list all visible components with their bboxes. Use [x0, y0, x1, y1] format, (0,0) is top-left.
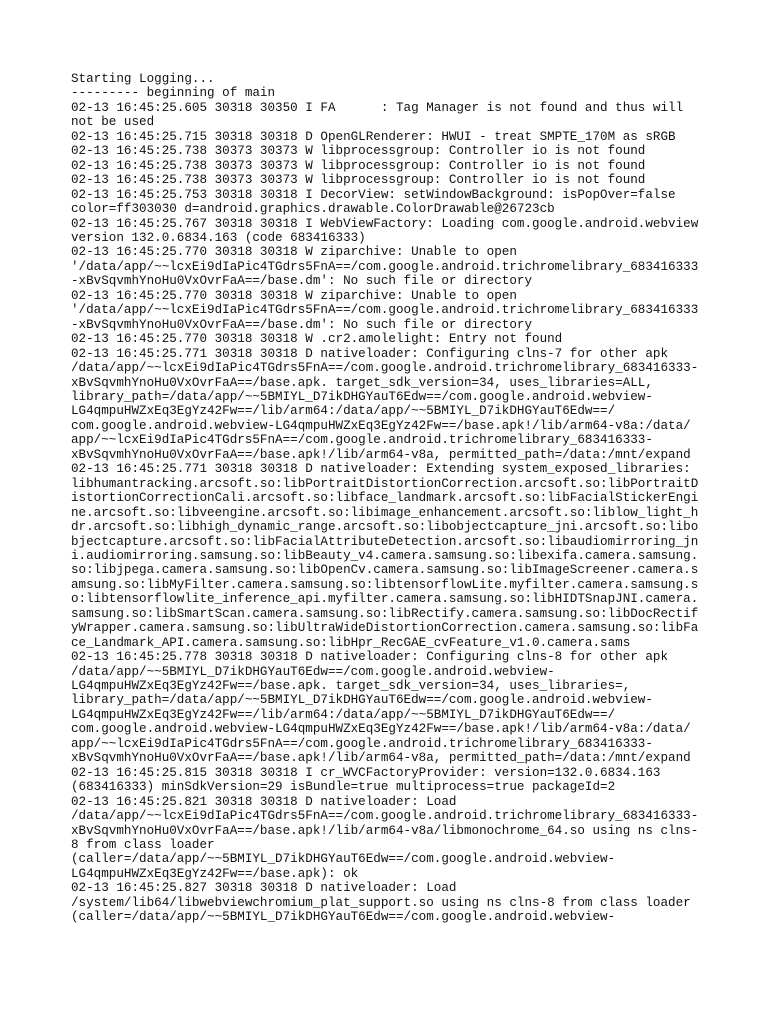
log-line: app/~~lcxEi9dIaPic4TGdrs5FnA==/com.google.android.trichromelibrary_683416333- [71, 736, 653, 751]
log-line: xBvSqvmhYnoHu0VxOvrFaA==/base.apk!/lib/arm64-v8a/libmonochrome_64.so using ns clns- [71, 823, 699, 838]
log-line: --------- beginning of main [71, 86, 276, 101]
log-line: 02-13 16:45:25.738 30373 30373 W libprocessgroup: Controller io is not found [71, 158, 646, 173]
log-line: 02-13 16:45:25.738 30373 30373 W libprocessgroup: Controller io is not found [71, 144, 646, 159]
log-line: xBvSqvmhYnoHu0VxOvrFaA==/base.apk!/lib/arm64-v8a, permitted_path=/data:/mnt/expand [71, 447, 691, 462]
log-line: 02-13 16:45:25.767 30318 30318 I WebViewFactory: Loading com.google.android.webview [71, 216, 699, 231]
log-line: app/~~lcxEi9dIaPic4TGdrs5FnA==/com.google.android.trichromelibrary_683416333- [71, 433, 653, 448]
log-line: yWrapper.camera.samsung.so:libUltraWideDistortionCorrection.camera.samsung.so:libFa [71, 621, 699, 636]
log-line: (caller=/data/app/~~5BMIYL_D7ikDHGYauT6Edw==/com.google.android.webview- [71, 910, 616, 925]
log-line: 02-13 16:45:25.715 30318 30318 D OpenGLRenderer: HWUI - treat SMPTE_170M as sRGB [71, 129, 676, 144]
log-line: 02-13 16:45:25.770 30318 30318 W ziparchive: Unable to open [71, 288, 517, 303]
log-line: LG4qmpuHWZxEq3EgYz42Fw==/base.apk. target_sdk_version=34, uses_libraries=, [71, 679, 631, 694]
log-line: 02-13 16:45:25.770 30318 30318 W ziparchive: Unable to open [71, 245, 517, 260]
log-line: version 132.0.6834.163 (code 683416333) [71, 230, 366, 245]
log-line: xBvSqvmhYnoHu0VxOvrFaA==/base.apk!/lib/arm64-v8a, permitted_path=/data:/mnt/expand [71, 751, 691, 766]
log-line: 02-13 16:45:25.771 30318 30318 D nativeloader: Configuring clns-7 for other apk [71, 346, 669, 361]
log-line: /data/app/~~5BMIYL_D7ikDHGYauT6Edw==/com.google.android.webview- [71, 664, 555, 679]
log-line: com.google.android.webview-LG4qmpuHWZxEq3EgYz42Fw==/base.apk!/lib/arm64-v8a:/data/ [71, 722, 691, 737]
log-line: library_path=/data/app/~~5BMIYL_D7ikDHGYauT6Edw==/com.google.android.webview- [71, 693, 653, 708]
log-line: library_path=/data/app/~~5BMIYL_D7ikDHGYauT6Edw==/com.google.android.webview- [71, 389, 653, 404]
log-line: so:libjpega.camera.samsung.so:libOpenCv.camera.samsung.so:libImageScreener.camera.s [71, 563, 699, 578]
log-line: 8 from class loader [71, 838, 215, 853]
log-line: LG4qmpuHWZxEq3EgYz42Fw==/lib/arm64:/data/app/~~5BMIYL_D7ikDHGYauT6Edw==/ [71, 404, 616, 419]
log-line: 02-13 16:45:25.738 30373 30373 W libprocessgroup: Controller io is not found [71, 173, 646, 188]
log-line: 02-13 16:45:25.753 30318 30318 I DecorView: setWindowBackground: isPopOver=false [71, 187, 676, 202]
log-line: (caller=/data/app/~~5BMIYL_D7ikDHGYauT6Edw==/com.google.android.webview- [71, 852, 616, 867]
log-line: '/data/app/~~lcxEi9dIaPic4TGdrs5FnA==/com.google.android.trichromelibrary_683416333 [71, 303, 699, 318]
log-line: 02-13 16:45:25.778 30318 30318 D nativeloader: Configuring clns-8 for other apk [71, 650, 669, 665]
log-line: 02-13 16:45:25.770 30318 30318 W .cr2.amolelight: Entry not found [71, 332, 563, 347]
log-line: 02-13 16:45:25.821 30318 30318 D nativeloader: Load [71, 794, 457, 809]
log-line: 02-13 16:45:25.827 30318 30318 D nativeloader: Load [71, 881, 457, 896]
log-line: libhumantracking.arcsoft.so:libPortraitDistortionCorrection.arcsoft.so:libPortraitD [71, 476, 699, 491]
log-line: i.audiomirroring.samsung.so:libBeauty_v4.camera.samsung.so:libexifa.camera.samsung. [71, 548, 699, 563]
log-line: (683416333) minSdkVersion=29 isBundle=true multiprocess=true packageId=2 [71, 780, 616, 795]
log-line: samsung.so:libSmartScan.camera.samsung.so:libRectify.camera.samsung.so:libDocRectif [71, 606, 699, 621]
log-line: dr.arcsoft.so:libhigh_dynamic_range.arcsoft.so:libobjectcapture_jni.arcsoft.so:libo [71, 520, 699, 535]
log-line: com.google.android.webview-LG4qmpuHWZxEq3EgYz42Fw==/base.apk!/lib/arm64-v8a:/data/ [71, 418, 691, 433]
log-line: color=ff303030 d=android.graphics.drawable.ColorDrawable@26723cb [71, 202, 555, 217]
log-line: ne.arcsoft.so:libveengine.arcsoft.so:libimage_enhancement.arcsoft.so:liblow_light_h [71, 505, 699, 520]
log-line: bjectcapture.arcsoft.so:libFacialAttributeDetection.arcsoft.so:libaudiomirroring_jn [71, 534, 699, 549]
log-line: ce_Landmark_API.camera.samsung.so:libHpr_RecGAE_cvFeature_v1.0.camera.sams [71, 635, 631, 650]
log-line: istortionCorrectionCali.arcsoft.so:libface_landmark.arcsoft.so:libFacialStickerEngi [71, 491, 699, 506]
log-line: o:libtensorflowlite_inference_api.myfilter.camera.samsung.so:libHIDTSnapJNI.camera. [71, 592, 699, 607]
log-line: 02-13 16:45:25.815 30318 30318 I cr_WVCFactoryProvider: version=132.0.6834.163 [71, 765, 661, 780]
log-line: Starting Logging... [71, 72, 215, 86]
log-line: xBvSqvmhYnoHu0VxOvrFaA==/base.apk. target_sdk_version=34, uses_libraries=ALL, [71, 375, 653, 390]
log-line: /data/app/~~lcxEi9dIaPic4TGdrs5FnA==/com.google.android.trichromelibrary_683416333- [71, 809, 699, 824]
log-line: 02-13 16:45:25.771 30318 30318 D nativeloader: Extending system_exposed_libraries: [71, 462, 691, 477]
log-line: not be used [71, 115, 155, 130]
log-line: 02-13 16:45:25.605 30318 30350 I FA : Tag Manager is not found and thus will [71, 100, 684, 115]
log-line: /system/lib64/libwebviewchromium_plat_support.so using ns clns-8 from class loader [71, 895, 691, 910]
log-line: -xBvSqvmhYnoHu0VxOvrFaA==/base.dm': No such file or directory [71, 317, 533, 332]
log-line: '/data/app/~~lcxEi9dIaPic4TGdrs5FnA==/com.google.android.trichromelibrary_683416333 [71, 259, 699, 274]
log-line: /data/app/~~lcxEi9dIaPic4TGdrs5FnA==/com.google.android.trichromelibrary_683416333- [71, 361, 699, 376]
log-line: LG4qmpuHWZxEq3EgYz42Fw==/lib/arm64:/data/app/~~5BMIYL_D7ikDHGYauT6Edw==/ [71, 707, 616, 722]
log-line: -xBvSqvmhYnoHu0VxOvrFaA==/base.dm': No such file or directory [71, 274, 533, 289]
log-output [71, 72, 708, 925]
log-line: amsung.so:libMyFilter.camera.samsung.so:libtensorflowLite.myfilter.camera.samsung.s [71, 577, 699, 592]
log-line: LG4qmpuHWZxEq3EgYz42Fw==/base.apk): ok [71, 866, 359, 881]
